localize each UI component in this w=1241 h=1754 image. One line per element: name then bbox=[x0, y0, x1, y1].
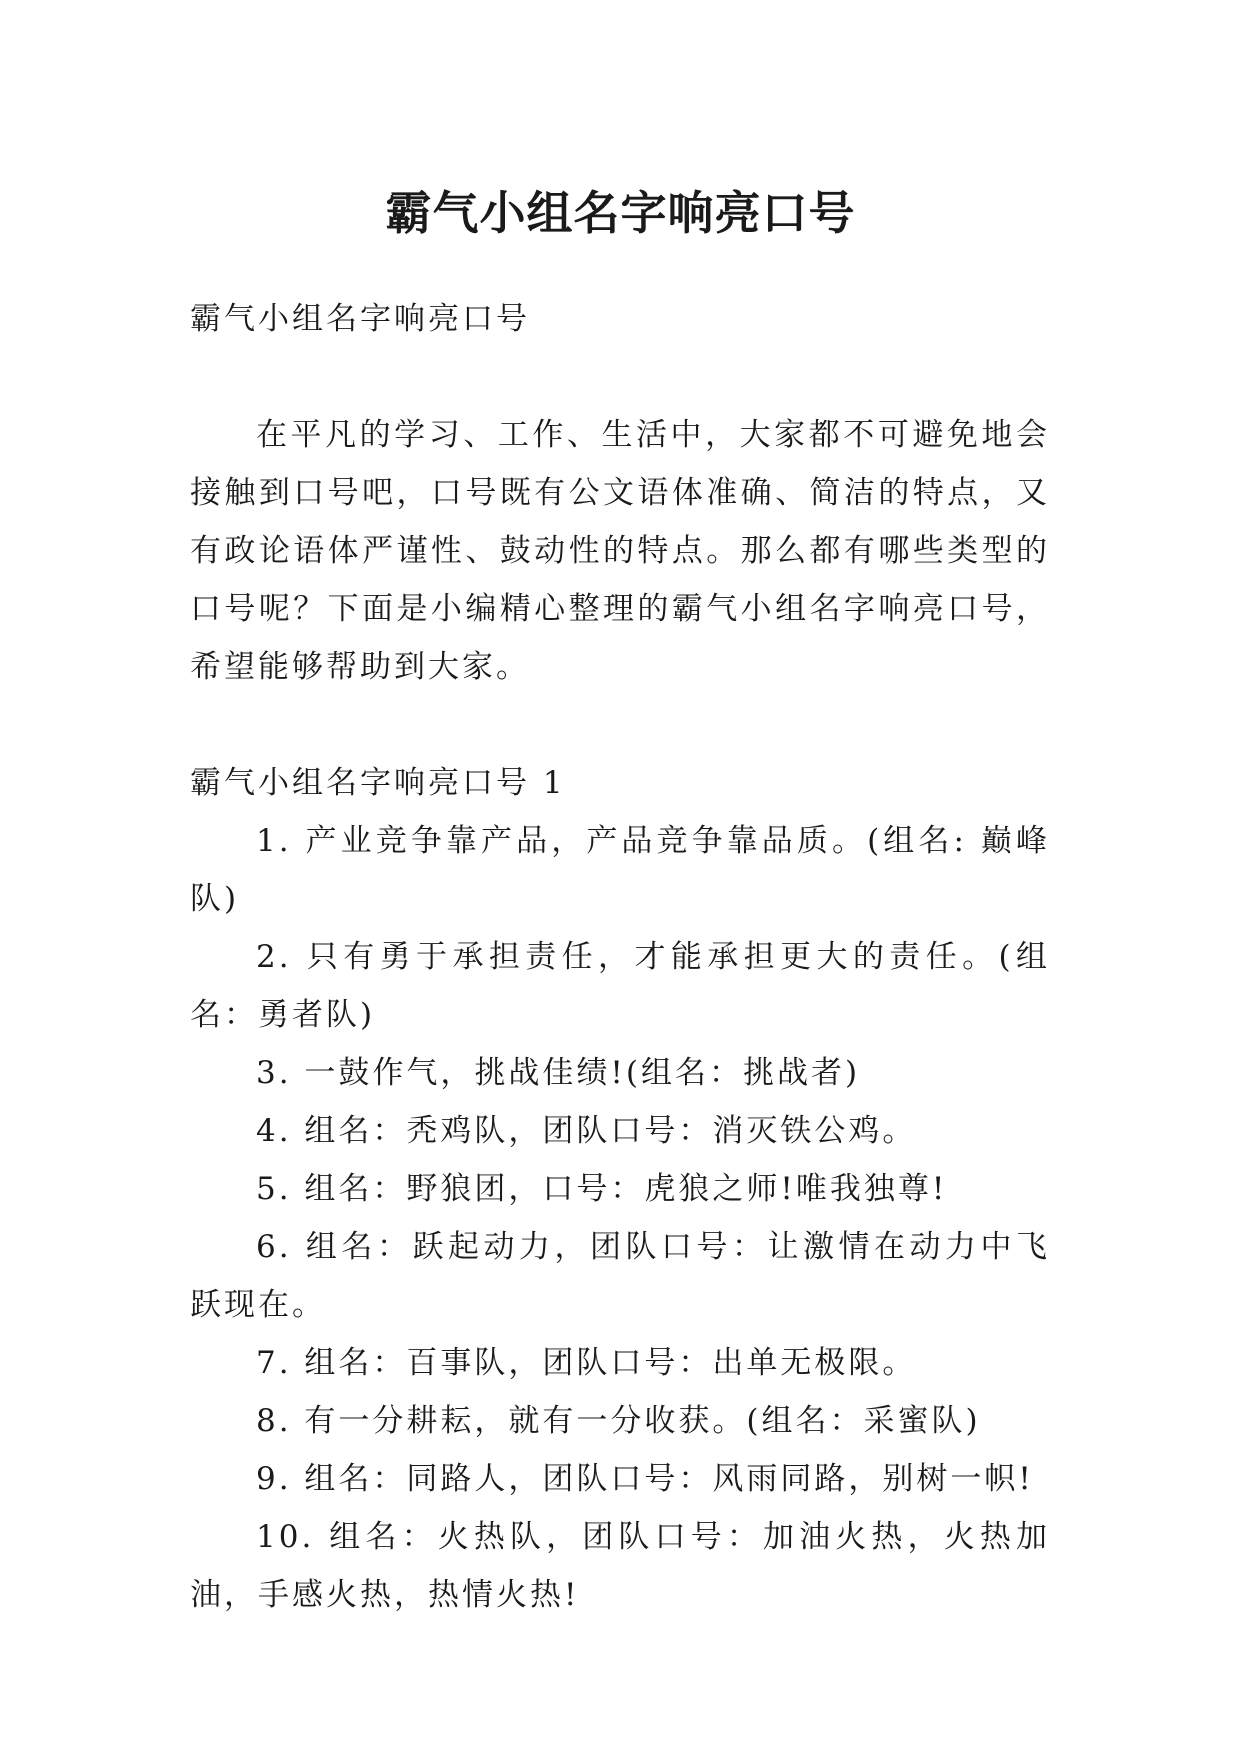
slogan-item: 6. 组名：跃起动力，团队口号：让激情在动力中飞跃现在。 bbox=[190, 1229, 1050, 1323]
slogan-item: 2. 只有勇于承担责任，才能承担更大的责任。(组名：勇者队) bbox=[190, 939, 1050, 1033]
slogan-item: 5. 组名：野狼团，口号：虎狼之师!唯我独尊! bbox=[256, 1171, 948, 1207]
document-title: 霸气小组名字响亮口号 bbox=[385, 185, 856, 240]
slogan-item: 7. 组名：百事队，团队口号：出单无极限。 bbox=[256, 1345, 917, 1381]
section-heading: 霸气小组名字响亮口号 1 bbox=[190, 765, 566, 801]
slogan-item: 8. 有一分耕耘，就有一分收获。(组名：采蜜队) bbox=[256, 1403, 981, 1439]
slogan-item: 4. 组名：秃鸡队，团队口号：消灭铁公鸡。 bbox=[256, 1113, 917, 1149]
slogan-item: 3. 一鼓作气，挑战佳绩!(组名：挑战者) bbox=[256, 1055, 861, 1091]
slogan-list bbox=[190, 812, 1050, 1624]
intro-paragraph: 在平凡的学习、工作、生活中，大家都不可避免地会接触到口号吧，口号既有公文语体准确、简洁的特点，又有政论语体严谨性、鼓动性的特点。那么都有哪些类型的口号呢？下面是小编精心整理的霸气小组名字响亮口号，希望能够帮助到大家。 bbox=[190, 417, 1050, 685]
slogan-item: 9. 组名：同路人，团队口号：风雨同路，别树一帜! bbox=[256, 1461, 1034, 1497]
document-subtitle: 霸气小组名字响亮口号 bbox=[190, 301, 530, 337]
slogan-item: 10. 组名：火热队，团队口号：加油火热，火热加油，手感火热，热情火热! bbox=[190, 1519, 1050, 1613]
slogan-item: 1. 产业竞争靠产品，产品竞争靠品质。(组名: 巅峰队) bbox=[190, 823, 1050, 917]
document-body bbox=[190, 290, 1050, 1624]
